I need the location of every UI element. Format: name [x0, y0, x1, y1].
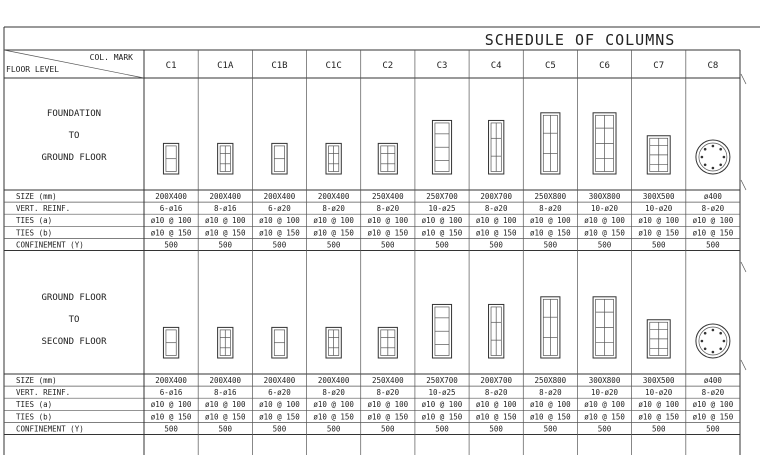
cell-conf: 500: [543, 240, 558, 250]
cell-ties_b: ø10 @ 150: [584, 228, 625, 238]
cell-ties_a: ø10 @ 100: [313, 216, 354, 226]
cell-conf: 500: [543, 424, 558, 434]
cell-conf: 500: [651, 240, 666, 250]
cell-vert: 8-ø20: [701, 204, 725, 214]
column-mark-c4: C4: [490, 61, 502, 71]
cell-size: 300X800: [588, 192, 621, 201]
cell-conf: 500: [706, 240, 720, 250]
column-mark-c2: C2: [382, 61, 394, 71]
cell-size: 200X400: [209, 376, 242, 385]
floor-level-label: GROUND FLOOR: [41, 293, 107, 303]
cell-size: 200X400: [155, 376, 187, 385]
floor-level-label: SECOND FLOOR: [41, 337, 107, 347]
cell-size: 200X400: [263, 376, 296, 385]
rebar-dot: [712, 351, 715, 354]
rebar-dot: [723, 156, 726, 159]
floor-level-label: GROUND FLOOR: [41, 153, 107, 163]
section-1: [16, 109, 734, 249]
cell-ties_b: ø10 @ 150: [530, 228, 571, 238]
column-mark-c1: C1: [165, 61, 177, 71]
cell-size: 200X400: [317, 376, 350, 385]
cell-ties_a: ø10 @ 100: [367, 400, 409, 410]
cell-ties_a: ø10 @ 100: [530, 400, 571, 410]
cell-conf: 500: [164, 240, 178, 250]
cell-conf: 500: [489, 240, 503, 250]
row-label-ties_b: TIES (b): [16, 412, 53, 422]
cell-conf: 500: [326, 240, 341, 250]
row-label-ties_b: TIES (b): [16, 228, 53, 238]
cell-conf: 500: [597, 424, 612, 434]
cell-vert: 8-ø20: [484, 204, 508, 214]
cell-vert: 10-ø20: [590, 388, 619, 398]
cell-ties_a: ø10 @ 100: [313, 400, 354, 410]
cell-size: 250X700: [426, 376, 458, 385]
rebar-dot: [704, 347, 707, 350]
rebar-dot: [704, 148, 707, 151]
cell-conf: 500: [706, 424, 720, 434]
column-mark-c8: C8: [707, 61, 719, 71]
cell-vert: 10-ø25: [428, 204, 456, 214]
cell-ties_b: ø10 @ 150: [692, 412, 734, 422]
cell-ties_b: ø10 @ 150: [259, 228, 300, 238]
cell-conf: 500: [489, 424, 503, 434]
cell-conf: 500: [326, 424, 341, 434]
schedule-sections: [16, 109, 734, 433]
cell-ties_a: ø10 @ 100: [150, 216, 192, 226]
column-mark-c1a: C1A: [217, 61, 234, 71]
cell-vert: 8-ø20: [322, 388, 345, 398]
rebar-dot: [701, 340, 704, 343]
rebar-dot: [704, 332, 707, 335]
cell-ties_a: ø10 @ 100: [475, 400, 517, 410]
row-label-size: SIZE (mm): [16, 376, 57, 385]
cell-ties_a: ø10 @ 100: [638, 400, 680, 410]
cell-ties_b: ø10 @ 150: [204, 412, 246, 422]
cell-vert: 10-ø20: [645, 204, 673, 214]
cell-ties_a: ø10 @ 100: [692, 400, 734, 410]
cell-conf: 500: [435, 424, 449, 434]
cell-ties_b: ø10 @ 150: [692, 228, 734, 238]
cell-vert: 10-ø20: [645, 388, 673, 398]
cell-vert: 8-ø20: [539, 204, 562, 214]
rebar-dot: [719, 163, 722, 166]
cell-conf: 500: [651, 424, 666, 434]
cell-conf: 500: [381, 424, 395, 434]
cell-conf: 500: [218, 424, 233, 434]
cell-conf: 500: [164, 424, 178, 434]
rebar-dot: [719, 347, 722, 350]
cell-ties_b: ø10 @ 150: [313, 412, 354, 422]
column-mark-c1b: C1B: [271, 61, 288, 71]
cell-size: 200X700: [480, 376, 512, 385]
row-label-size: SIZE (mm): [16, 192, 57, 201]
cell-ties_a: ø10 @ 100: [259, 400, 300, 410]
cell-vert: 10-ø20: [590, 204, 619, 214]
cropped-edge-marks: [741, 74, 746, 370]
row-label-conf: CONFINEMENT (Y): [16, 240, 84, 250]
cell-ties_b: ø10 @ 150: [313, 228, 354, 238]
cell-size: 200X400: [155, 192, 187, 201]
cell-conf: 500: [381, 240, 395, 250]
cell-size: 250X800: [534, 376, 567, 385]
cell-conf: 500: [435, 240, 449, 250]
cell-ties_a: ø10 @ 100: [475, 216, 517, 226]
cell-ties_a: ø10 @ 100: [421, 216, 463, 226]
cell-vert: 8-ø16: [213, 388, 237, 398]
row-label-conf: CONFINEMENT (Y): [16, 424, 84, 434]
rebar-dot: [712, 145, 715, 148]
row-label-vert: VERT. REINF.: [16, 388, 71, 398]
cell-vert: 10-ø25: [428, 388, 456, 398]
cell-ties_b: ø10 @ 150: [638, 412, 680, 422]
cell-size: 300X500: [642, 376, 675, 385]
rebar-dot: [719, 332, 722, 335]
cell-ties_b: ø10 @ 150: [421, 228, 463, 238]
cell-size: ø400: [703, 376, 722, 385]
column-mark-c6: C6: [599, 61, 610, 71]
cell-size: 250X400: [372, 192, 404, 201]
cell-ties_b: ø10 @ 150: [150, 228, 192, 238]
cell-vert: 8-ø20: [322, 204, 345, 214]
cell-ties_a: ø10 @ 100: [638, 216, 680, 226]
cell-ties_a: ø10 @ 100: [150, 400, 192, 410]
cell-ties_a: ø10 @ 100: [421, 400, 463, 410]
col-mark-header: COL. MARK: [89, 53, 133, 62]
cell-ties_a: ø10 @ 100: [204, 216, 246, 226]
cell-conf: 500: [272, 240, 287, 250]
column-mark-c3: C3: [436, 61, 448, 71]
floor-level-label: TO: [68, 315, 80, 325]
floor-level-label: TO: [68, 131, 80, 141]
cell-ties_a: ø10 @ 100: [584, 400, 625, 410]
cell-ties_b: ø10 @ 150: [259, 412, 300, 422]
rebar-dot: [719, 148, 722, 151]
cell-conf: 500: [218, 240, 233, 250]
cell-vert: 6-ø16: [159, 388, 183, 398]
rebar-dot: [712, 329, 715, 332]
cell-size: 250X400: [372, 376, 404, 385]
column-mark-c1c: C1C: [325, 61, 342, 71]
cell-vert: 8-ø20: [701, 388, 725, 398]
section-2: [16, 293, 734, 433]
cell-vert: 6-ø16: [159, 204, 183, 214]
rebar-dot: [723, 340, 726, 343]
cell-size: 300X800: [588, 376, 621, 385]
cell-conf: 500: [597, 240, 612, 250]
cell-size: ø400: [703, 192, 722, 201]
cell-ties_b: ø10 @ 150: [150, 412, 192, 422]
cell-ties_a: ø10 @ 100: [367, 216, 409, 226]
cell-vert: 8-ø20: [376, 204, 400, 214]
cell-ties_b: ø10 @ 150: [475, 228, 517, 238]
rebar-dot: [701, 156, 704, 159]
cell-size: 250X800: [534, 192, 567, 201]
cell-ties_a: ø10 @ 100: [584, 216, 625, 226]
cell-size: 250X700: [426, 192, 458, 201]
column-mark-c7: C7: [653, 61, 665, 71]
cell-vert: 6-ø20: [268, 388, 291, 398]
row-label-ties_a: TIES (a): [16, 400, 53, 410]
cell-ties_a: ø10 @ 100: [259, 216, 300, 226]
row-label-ties_a: TIES (a): [16, 216, 53, 226]
cell-ties_b: ø10 @ 150: [367, 412, 409, 422]
rebar-dot: [704, 163, 707, 166]
cell-size: 200X400: [263, 192, 296, 201]
cell-size: 200X400: [317, 192, 350, 201]
floor-level-header: FLOOR LEVEL: [6, 65, 59, 74]
cell-vert: 8-ø20: [484, 388, 508, 398]
cell-ties_b: ø10 @ 150: [475, 412, 517, 422]
schedule-title: SCHEDULE OF COLUMNS: [484, 31, 676, 49]
cell-vert: 8-ø20: [539, 388, 562, 398]
cell-size: 200X400: [209, 192, 242, 201]
row-label-vert: VERT. REINF.: [16, 204, 71, 214]
cell-ties_b: ø10 @ 150: [530, 412, 571, 422]
cell-conf: 500: [272, 424, 287, 434]
cell-ties_b: ø10 @ 150: [367, 228, 409, 238]
cell-ties_b: ø10 @ 150: [421, 412, 463, 422]
cell-vert: 8-ø16: [213, 204, 237, 214]
rebar-dot: [712, 167, 715, 170]
cell-ties_a: ø10 @ 100: [692, 216, 734, 226]
cell-ties_b: ø10 @ 150: [204, 228, 246, 238]
cell-vert: 6-ø20: [268, 204, 291, 214]
cell-ties_a: ø10 @ 100: [530, 216, 571, 226]
cell-ties_b: ø10 @ 150: [584, 412, 625, 422]
cell-ties_b: ø10 @ 150: [638, 228, 680, 238]
column-mark-c5: C5: [544, 61, 556, 71]
cell-ties_a: ø10 @ 100: [204, 400, 246, 410]
floor-level-label: FOUNDATION: [46, 109, 102, 119]
table-text: [6, 31, 718, 74]
cell-size: 300X500: [642, 192, 675, 201]
cell-size: 200X700: [480, 192, 512, 201]
cell-vert: 8-ø20: [376, 388, 400, 398]
